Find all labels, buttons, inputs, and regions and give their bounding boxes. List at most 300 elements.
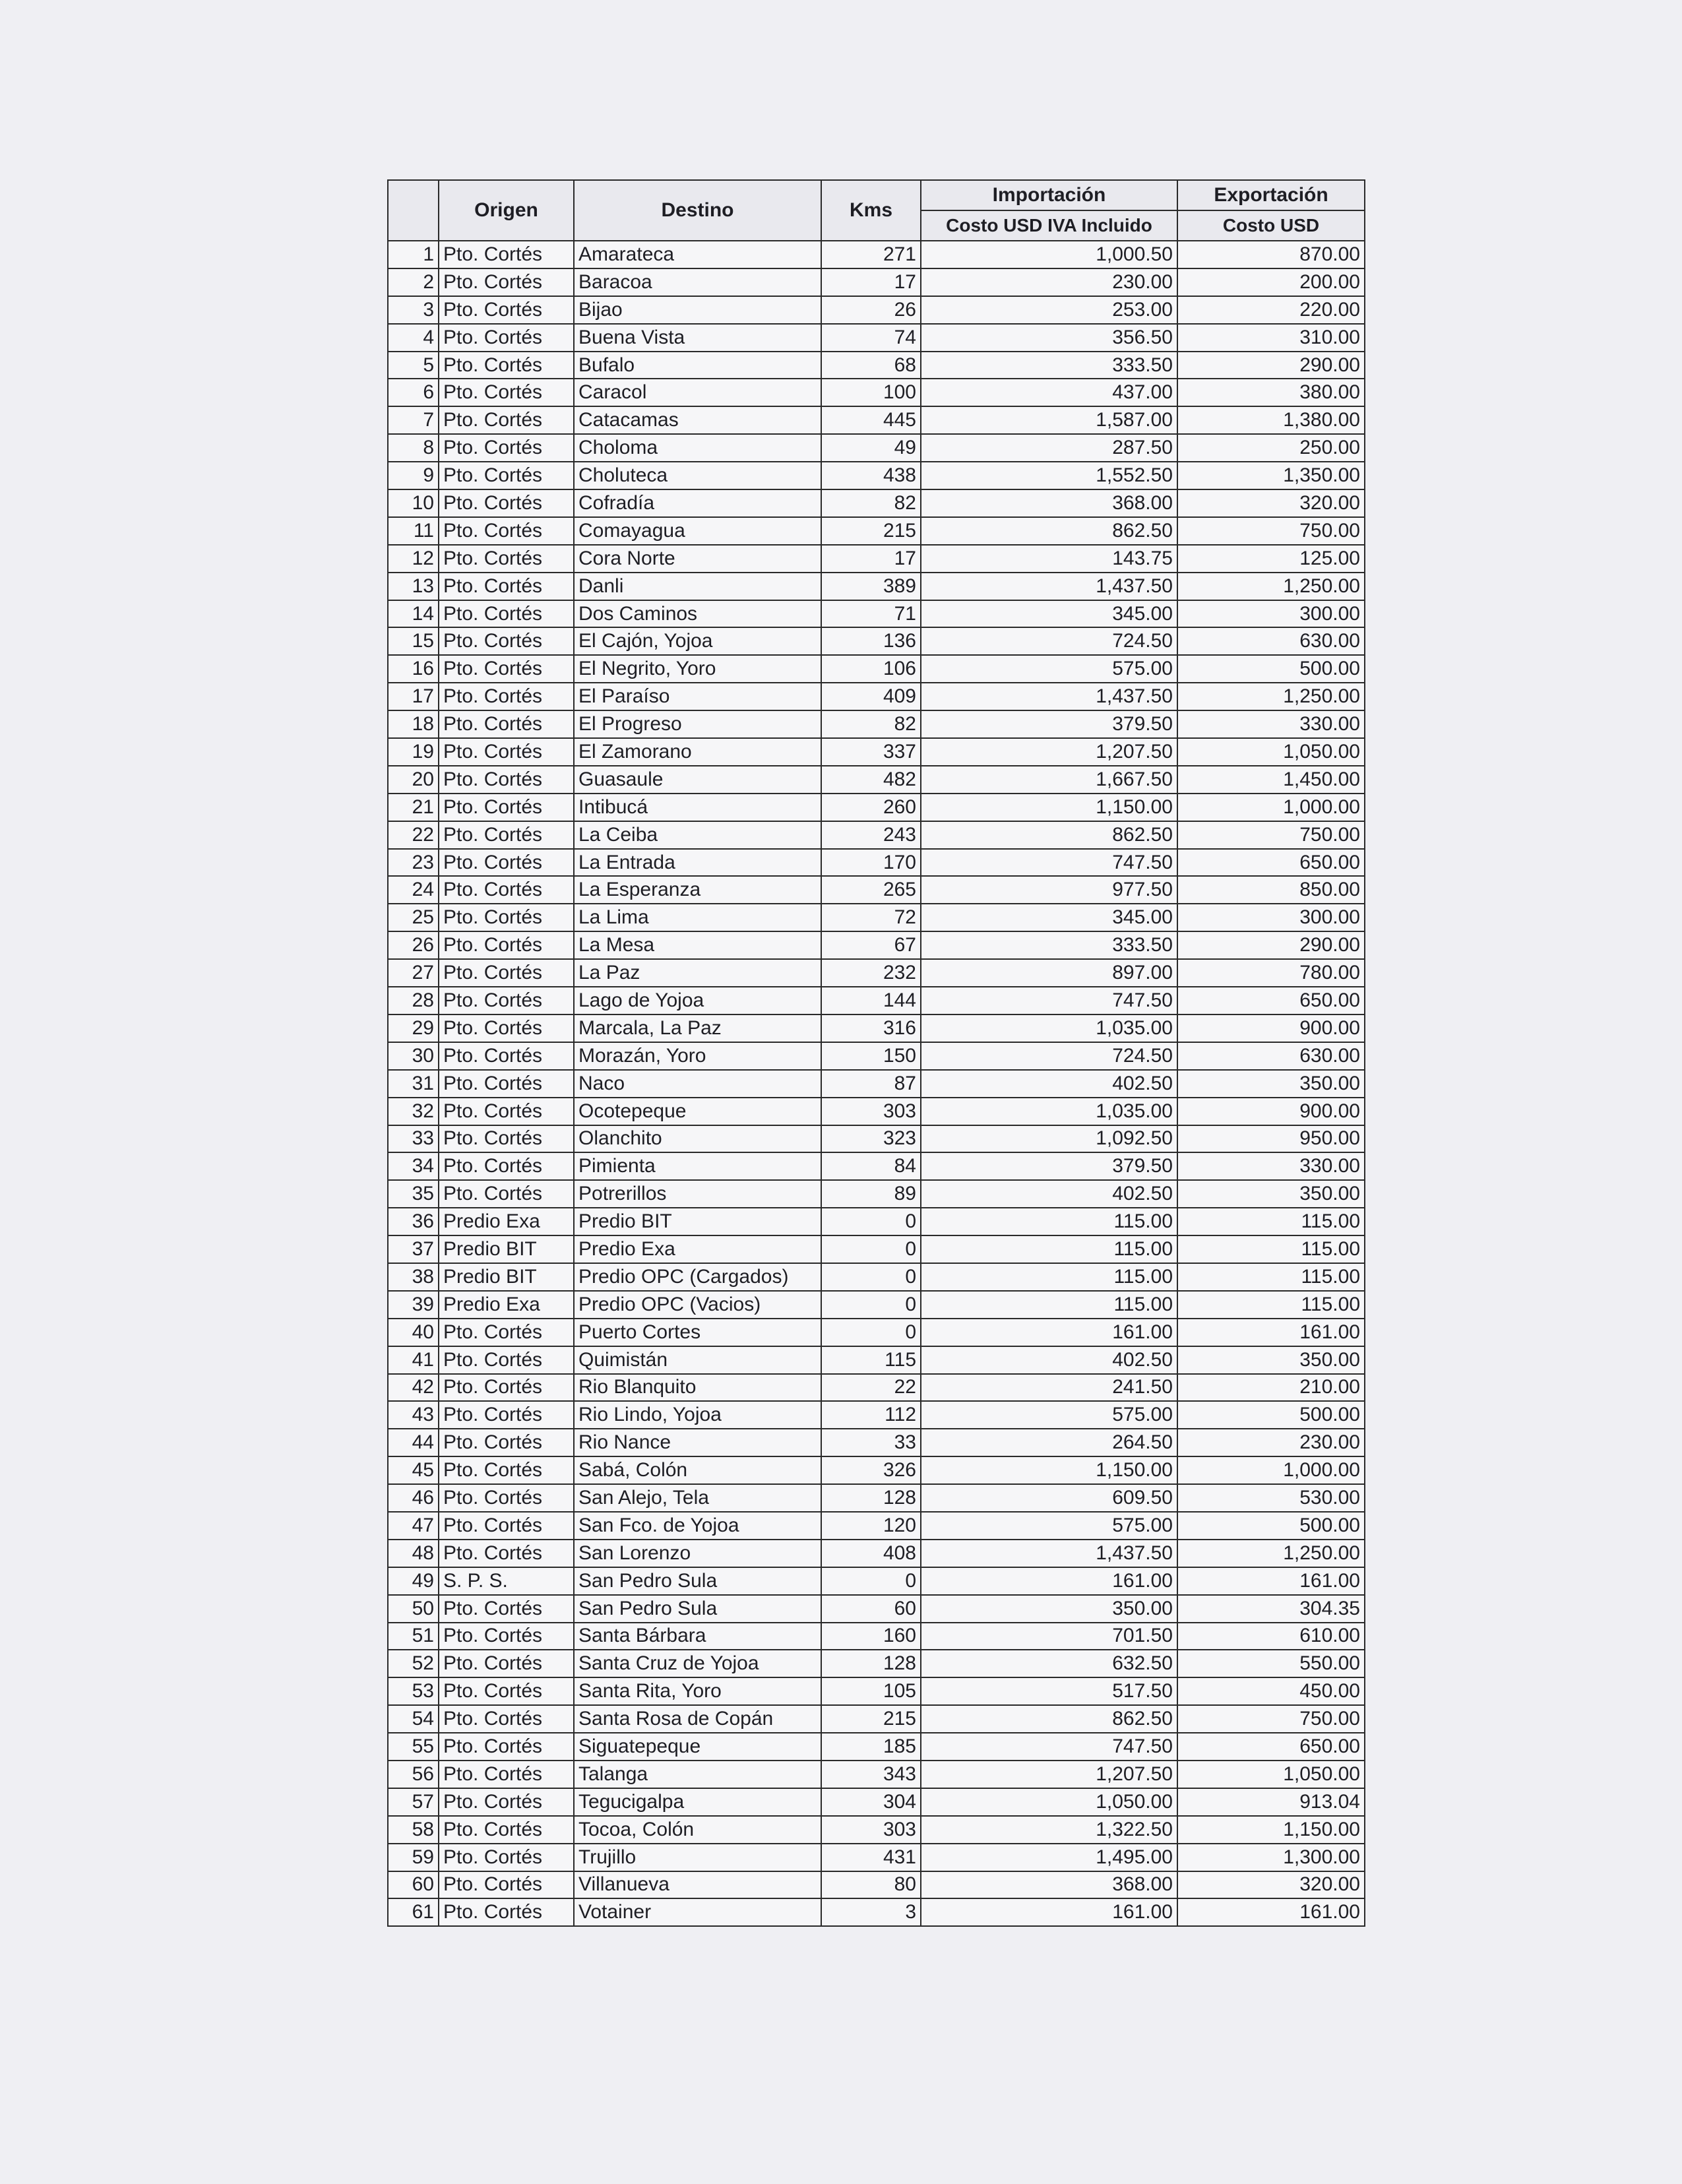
exportacion-cost-cell: 300.00 [1177, 904, 1365, 931]
importacion-cost-cell: 115.00 [921, 1291, 1177, 1319]
row-number: 11 [388, 517, 439, 545]
destino-cell: Intibucá [574, 794, 821, 821]
header-row [388, 180, 1365, 210]
origen-cell: Pto. Cortés [439, 324, 574, 352]
destino-cell: Predio BIT [574, 1208, 821, 1235]
row-number: 19 [388, 738, 439, 766]
table-row [388, 1319, 1365, 1346]
origen-cell: Pto. Cortés [439, 517, 574, 545]
row-number: 40 [388, 1319, 439, 1346]
kms-cell: 22 [821, 1374, 921, 1402]
table-row [388, 1788, 1365, 1816]
exportacion-cost-cell: 115.00 [1177, 1235, 1365, 1263]
table-row [388, 627, 1365, 655]
destino-cell: El Progreso [574, 710, 821, 738]
origen-cell: Pto. Cortés [439, 821, 574, 849]
importacion-cost-cell: 379.50 [921, 710, 1177, 738]
table-row [388, 1291, 1365, 1319]
kms-cell: 84 [821, 1152, 921, 1180]
destino-cell: Dos Caminos [574, 600, 821, 628]
table-row [388, 1512, 1365, 1540]
row-number: 14 [388, 600, 439, 628]
origen-cell: Pto. Cortés [439, 876, 574, 904]
destino-cell: San Alejo, Tela [574, 1484, 821, 1512]
destino-cell: El Negrito, Yoro [574, 655, 821, 683]
kms-cell: 115 [821, 1346, 921, 1374]
origen-cell: Pto. Cortés [439, 1788, 574, 1816]
destino-cell: Olanchito [574, 1125, 821, 1153]
exportacion-cost-cell: 530.00 [1177, 1484, 1365, 1512]
table-row [388, 1429, 1365, 1456]
importacion-cost-cell: 977.50 [921, 876, 1177, 904]
destino-cell: El Cajón, Yojoa [574, 627, 821, 655]
table-row [388, 324, 1365, 352]
table-row [388, 876, 1365, 904]
row-number: 30 [388, 1042, 439, 1070]
exportacion-cost-cell: 125.00 [1177, 545, 1365, 573]
table-row [388, 1623, 1365, 1650]
row-number: 54 [388, 1705, 439, 1733]
table-row [388, 738, 1365, 766]
destino-cell: Ocotepeque [574, 1098, 821, 1125]
kms-cell: 67 [821, 931, 921, 959]
kms-cell: 82 [821, 489, 921, 517]
row-number: 39 [388, 1291, 439, 1319]
importacion-cost-cell: 724.50 [921, 627, 1177, 655]
origen-cell: Pto. Cortés [439, 462, 574, 489]
origen-cell: Pto. Cortés [439, 1098, 574, 1125]
origen-cell: Predio Exa [439, 1291, 574, 1319]
destino-cell: Siguatepeque [574, 1733, 821, 1761]
kms-cell: 170 [821, 849, 921, 877]
exportacion-cost-cell: 290.00 [1177, 352, 1365, 379]
origen-cell: Pto. Cortés [439, 794, 574, 821]
origen-cell: Pto. Cortés [439, 379, 574, 406]
row-number: 57 [388, 1788, 439, 1816]
origen-cell: Pto. Cortés [439, 849, 574, 877]
table-row [388, 1263, 1365, 1291]
kms-cell: 408 [821, 1540, 921, 1567]
kms-cell: 160 [821, 1623, 921, 1650]
row-number: 15 [388, 627, 439, 655]
row-number: 5 [388, 352, 439, 379]
importacion-cost-cell: 1,437.50 [921, 1540, 1177, 1567]
table-row [388, 241, 1365, 268]
origen-cell: Predio BIT [439, 1263, 574, 1291]
row-number: 28 [388, 987, 439, 1014]
exportacion-cost-cell: 290.00 [1177, 931, 1365, 959]
importacion-cost-cell: 350.00 [921, 1595, 1177, 1623]
origen-cell: Pto. Cortés [439, 1705, 574, 1733]
table-row [388, 1098, 1365, 1125]
row-number: 49 [388, 1567, 439, 1595]
exportacion-cost-cell: 220.00 [1177, 296, 1365, 324]
row-number: 12 [388, 545, 439, 573]
table-row [388, 1014, 1365, 1042]
table-row [388, 931, 1365, 959]
table-header [388, 180, 1365, 241]
row-number: 2 [388, 268, 439, 296]
exportacion-cost-cell: 330.00 [1177, 1152, 1365, 1180]
exportacion-cost-cell: 350.00 [1177, 1070, 1365, 1098]
origen-cell: Pto. Cortés [439, 434, 574, 462]
table-row [388, 1677, 1365, 1705]
table-row [388, 489, 1365, 517]
destino-cell: Bijao [574, 296, 821, 324]
row-number: 61 [388, 1898, 439, 1926]
origen-cell: Pto. Cortés [439, 1401, 574, 1429]
kms-cell: 243 [821, 821, 921, 849]
origen-cell: Pto. Cortés [439, 1152, 574, 1180]
importacion-cost-cell: 253.00 [921, 296, 1177, 324]
importacion-cost-cell: 161.00 [921, 1567, 1177, 1595]
table-row [388, 296, 1365, 324]
origen-cell: Pto. Cortés [439, 1816, 574, 1844]
row-number: 27 [388, 959, 439, 987]
destino-cell: Quimistán [574, 1346, 821, 1374]
row-number: 52 [388, 1650, 439, 1677]
destino-cell: Predio OPC (Vacios) [574, 1291, 821, 1319]
destino-cell: Villanueva [574, 1871, 821, 1899]
exportacion-cost-cell: 650.00 [1177, 987, 1365, 1014]
importacion-cost-cell: 161.00 [921, 1898, 1177, 1926]
table-row [388, 1401, 1365, 1429]
kms-cell: 409 [821, 683, 921, 710]
origen-cell: Pto. Cortés [439, 1733, 574, 1761]
exportacion-cost-cell: 1,050.00 [1177, 738, 1365, 766]
exportacion-cost-cell: 450.00 [1177, 1677, 1365, 1705]
row-number: 46 [388, 1484, 439, 1512]
destino-cell: Catacamas [574, 406, 821, 434]
table-row [388, 683, 1365, 710]
importacion-cost-cell: 368.00 [921, 1871, 1177, 1899]
importacion-cost-cell: 368.00 [921, 489, 1177, 517]
kms-cell: 17 [821, 268, 921, 296]
exportacion-cost-cell: 500.00 [1177, 655, 1365, 683]
row-number: 60 [388, 1871, 439, 1899]
importacion-cost-cell: 115.00 [921, 1235, 1177, 1263]
origen-cell: Pto. Cortés [439, 1871, 574, 1899]
table-row [388, 1456, 1365, 1484]
row-number: 21 [388, 794, 439, 821]
row-number: 43 [388, 1401, 439, 1429]
row-number: 25 [388, 904, 439, 931]
exportacion-cost-cell: 780.00 [1177, 959, 1365, 987]
importacion-cost-cell: 1,000.50 [921, 241, 1177, 268]
table-row [388, 545, 1365, 573]
kms-cell: 3 [821, 1898, 921, 1926]
destino-cell: Naco [574, 1070, 821, 1098]
destino-cell: Tegucigalpa [574, 1788, 821, 1816]
kms-cell: 150 [821, 1042, 921, 1070]
row-number: 10 [388, 489, 439, 517]
header-index [388, 180, 439, 241]
destino-cell: La Esperanza [574, 876, 821, 904]
exportacion-cost-cell: 630.00 [1177, 627, 1365, 655]
row-number: 1 [388, 241, 439, 268]
kms-cell: 0 [821, 1263, 921, 1291]
destino-cell: Baracoa [574, 268, 821, 296]
destino-cell: Santa Cruz de Yojoa [574, 1650, 821, 1677]
kms-cell: 304 [821, 1788, 921, 1816]
table-row [388, 959, 1365, 987]
exportacion-cost-cell: 210.00 [1177, 1374, 1365, 1402]
row-number: 18 [388, 710, 439, 738]
importacion-cost-cell: 379.50 [921, 1152, 1177, 1180]
kms-cell: 0 [821, 1208, 921, 1235]
table-row [388, 1235, 1365, 1263]
destino-cell: Trujillo [574, 1844, 821, 1871]
importacion-cost-cell: 345.00 [921, 600, 1177, 628]
kms-cell: 316 [821, 1014, 921, 1042]
kms-cell: 71 [821, 600, 921, 628]
destino-cell: San Pedro Sula [574, 1595, 821, 1623]
importacion-cost-cell: 333.50 [921, 352, 1177, 379]
kms-cell: 482 [821, 766, 921, 794]
kms-cell: 74 [821, 324, 921, 352]
kms-cell: 389 [821, 573, 921, 600]
destino-cell: Cora Norte [574, 545, 821, 573]
table-row [388, 1567, 1365, 1595]
origen-cell: Pto. Cortés [439, 710, 574, 738]
importacion-cost-cell: 1,437.50 [921, 573, 1177, 600]
importacion-cost-cell: 264.50 [921, 1429, 1177, 1456]
origen-cell: Pto. Cortés [439, 1042, 574, 1070]
origen-cell: Pto. Cortés [439, 904, 574, 931]
importacion-cost-cell: 161.00 [921, 1319, 1177, 1346]
row-number: 31 [388, 1070, 439, 1098]
importacion-cost-cell: 862.50 [921, 821, 1177, 849]
destino-cell: Predio Exa [574, 1235, 821, 1263]
exportacion-cost-cell: 500.00 [1177, 1512, 1365, 1540]
kms-cell: 337 [821, 738, 921, 766]
kms-cell: 0 [821, 1567, 921, 1595]
importacion-cost-cell: 241.50 [921, 1374, 1177, 1402]
importacion-cost-cell: 115.00 [921, 1263, 1177, 1291]
importacion-cost-cell: 609.50 [921, 1484, 1177, 1512]
kms-cell: 144 [821, 987, 921, 1014]
exportacion-cost-cell: 1,250.00 [1177, 573, 1365, 600]
importacion-cost-cell: 575.00 [921, 655, 1177, 683]
destino-cell: Talanga [574, 1761, 821, 1788]
destino-cell: San Pedro Sula [574, 1567, 821, 1595]
row-number: 26 [388, 931, 439, 959]
destino-cell: La Entrada [574, 849, 821, 877]
kms-cell: 72 [821, 904, 921, 931]
kms-cell: 215 [821, 517, 921, 545]
exportacion-cost-cell: 350.00 [1177, 1180, 1365, 1208]
kms-cell: 303 [821, 1098, 921, 1125]
origen-cell: Pto. Cortés [439, 1429, 574, 1456]
exportacion-cost-cell: 850.00 [1177, 876, 1365, 904]
exportacion-cost-cell: 870.00 [1177, 241, 1365, 268]
table-row [388, 1595, 1365, 1623]
row-number: 9 [388, 462, 439, 489]
table-row [388, 710, 1365, 738]
origen-cell: Pto. Cortés [439, 1070, 574, 1098]
destino-cell: Morazán, Yoro [574, 1042, 821, 1070]
destino-cell: Sabá, Colón [574, 1456, 821, 1484]
importacion-cost-cell: 862.50 [921, 517, 1177, 545]
importacion-cost-cell: 402.50 [921, 1070, 1177, 1098]
destino-cell: Pimienta [574, 1152, 821, 1180]
kms-cell: 105 [821, 1677, 921, 1705]
row-number: 37 [388, 1235, 439, 1263]
table-row [388, 600, 1365, 628]
origen-cell: Pto. Cortés [439, 1898, 574, 1926]
exportacion-cost-cell: 161.00 [1177, 1567, 1365, 1595]
origen-cell: Pto. Cortés [439, 1512, 574, 1540]
origen-cell: Pto. Cortés [439, 573, 574, 600]
exportacion-cost-cell: 750.00 [1177, 517, 1365, 545]
table-row [388, 379, 1365, 406]
table-row [388, 462, 1365, 489]
origen-cell: S. P. S. [439, 1567, 574, 1595]
kms-cell: 343 [821, 1761, 921, 1788]
origen-cell: Pto. Cortés [439, 1456, 574, 1484]
kms-cell: 323 [821, 1125, 921, 1153]
row-number: 8 [388, 434, 439, 462]
row-number: 51 [388, 1623, 439, 1650]
destino-cell: Caracol [574, 379, 821, 406]
exportacion-cost-cell: 1,150.00 [1177, 1816, 1365, 1844]
exportacion-cost-cell: 950.00 [1177, 1125, 1365, 1153]
importacion-cost-cell: 333.50 [921, 931, 1177, 959]
kms-cell: 431 [821, 1844, 921, 1871]
origen-cell: Pto. Cortés [439, 296, 574, 324]
row-number: 36 [388, 1208, 439, 1235]
importacion-cost-cell: 575.00 [921, 1512, 1177, 1540]
importacion-cost-cell: 575.00 [921, 1401, 1177, 1429]
importacion-cost-cell: 701.50 [921, 1623, 1177, 1650]
exportacion-cost-cell: 1,250.00 [1177, 683, 1365, 710]
origen-cell: Pto. Cortés [439, 268, 574, 296]
table-body [388, 241, 1365, 1926]
kms-cell: 87 [821, 1070, 921, 1098]
row-number: 13 [388, 573, 439, 600]
table-row [388, 1180, 1365, 1208]
importacion-cost-cell: 862.50 [921, 1705, 1177, 1733]
origen-cell: Pto. Cortés [439, 1761, 574, 1788]
kms-cell: 49 [821, 434, 921, 462]
exportacion-cost-cell: 900.00 [1177, 1014, 1365, 1042]
exportacion-cost-cell: 1,250.00 [1177, 1540, 1365, 1567]
origen-cell: Predio BIT [439, 1235, 574, 1263]
header-exportacion-cost: Costo USD [1177, 210, 1365, 241]
table-row [388, 1650, 1365, 1677]
importacion-cost-cell: 897.00 [921, 959, 1177, 987]
row-number: 22 [388, 821, 439, 849]
exportacion-cost-cell: 1,350.00 [1177, 462, 1365, 489]
table-row [388, 987, 1365, 1014]
origen-cell: Pto. Cortés [439, 655, 574, 683]
exportacion-cost-cell: 250.00 [1177, 434, 1365, 462]
importacion-cost-cell: 143.75 [921, 545, 1177, 573]
exportacion-cost-cell: 1,000.00 [1177, 1456, 1365, 1484]
origen-cell: Pto. Cortés [439, 987, 574, 1014]
table-row [388, 517, 1365, 545]
row-number: 42 [388, 1374, 439, 1402]
kms-cell: 215 [821, 1705, 921, 1733]
importacion-cost-cell: 724.50 [921, 1042, 1177, 1070]
row-number: 50 [388, 1595, 439, 1623]
origen-cell: Pto. Cortés [439, 1484, 574, 1512]
kms-cell: 89 [821, 1180, 921, 1208]
kms-cell: 0 [821, 1235, 921, 1263]
row-number: 35 [388, 1180, 439, 1208]
kms-cell: 17 [821, 545, 921, 573]
origen-cell: Pto. Cortés [439, 1677, 574, 1705]
kms-cell: 100 [821, 379, 921, 406]
table-row [388, 1540, 1365, 1567]
importacion-cost-cell: 402.50 [921, 1180, 1177, 1208]
destino-cell: Cofradía [574, 489, 821, 517]
destino-cell: Bufalo [574, 352, 821, 379]
importacion-cost-cell: 747.50 [921, 849, 1177, 877]
exportacion-cost-cell: 161.00 [1177, 1319, 1365, 1346]
importacion-cost-cell: 1,150.00 [921, 1456, 1177, 1484]
kms-cell: 271 [821, 241, 921, 268]
exportacion-cost-cell: 650.00 [1177, 1733, 1365, 1761]
table-row [388, 1733, 1365, 1761]
exportacion-cost-cell: 115.00 [1177, 1263, 1365, 1291]
importacion-cost-cell: 1,552.50 [921, 462, 1177, 489]
kms-cell: 445 [821, 406, 921, 434]
importacion-cost-cell: 1,092.50 [921, 1125, 1177, 1153]
row-number: 16 [388, 655, 439, 683]
kms-cell: 60 [821, 1595, 921, 1623]
row-number: 45 [388, 1456, 439, 1484]
destino-cell: Santa Rosa de Copán [574, 1705, 821, 1733]
row-number: 29 [388, 1014, 439, 1042]
table-row [388, 573, 1365, 600]
destino-cell: San Fco. de Yojoa [574, 1512, 821, 1540]
exportacion-cost-cell: 1,300.00 [1177, 1844, 1365, 1871]
row-number: 44 [388, 1429, 439, 1456]
exportacion-cost-cell: 1,380.00 [1177, 406, 1365, 434]
importacion-cost-cell: 115.00 [921, 1208, 1177, 1235]
header-kms: Kms [821, 180, 921, 241]
kms-cell: 120 [821, 1512, 921, 1540]
table-row [388, 904, 1365, 931]
importacion-cost-cell: 1,495.00 [921, 1844, 1177, 1871]
table-row [388, 794, 1365, 821]
importacion-cost-cell: 517.50 [921, 1677, 1177, 1705]
header-origen: Origen [439, 180, 574, 241]
kms-cell: 0 [821, 1319, 921, 1346]
kms-cell: 326 [821, 1456, 921, 1484]
importacion-cost-cell: 1,667.50 [921, 766, 1177, 794]
row-number: 47 [388, 1512, 439, 1540]
importacion-cost-cell: 1,587.00 [921, 406, 1177, 434]
destino-cell: Potrerillos [574, 1180, 821, 1208]
header-importacion-cost: Costo USD IVA Incluido [921, 210, 1177, 241]
row-number: 38 [388, 1263, 439, 1291]
exportacion-cost-cell: 320.00 [1177, 489, 1365, 517]
row-number: 56 [388, 1761, 439, 1788]
row-number: 59 [388, 1844, 439, 1871]
exportacion-cost-cell: 750.00 [1177, 1705, 1365, 1733]
kms-cell: 112 [821, 1401, 921, 1429]
exportacion-cost-cell: 550.00 [1177, 1650, 1365, 1677]
origen-cell: Pto. Cortés [439, 1623, 574, 1650]
kms-cell: 80 [821, 1871, 921, 1899]
exportacion-cost-cell: 913.04 [1177, 1788, 1365, 1816]
importacion-cost-cell: 747.50 [921, 987, 1177, 1014]
table-row [388, 434, 1365, 462]
exportacion-cost-cell: 900.00 [1177, 1098, 1365, 1125]
exportacion-cost-cell: 330.00 [1177, 710, 1365, 738]
